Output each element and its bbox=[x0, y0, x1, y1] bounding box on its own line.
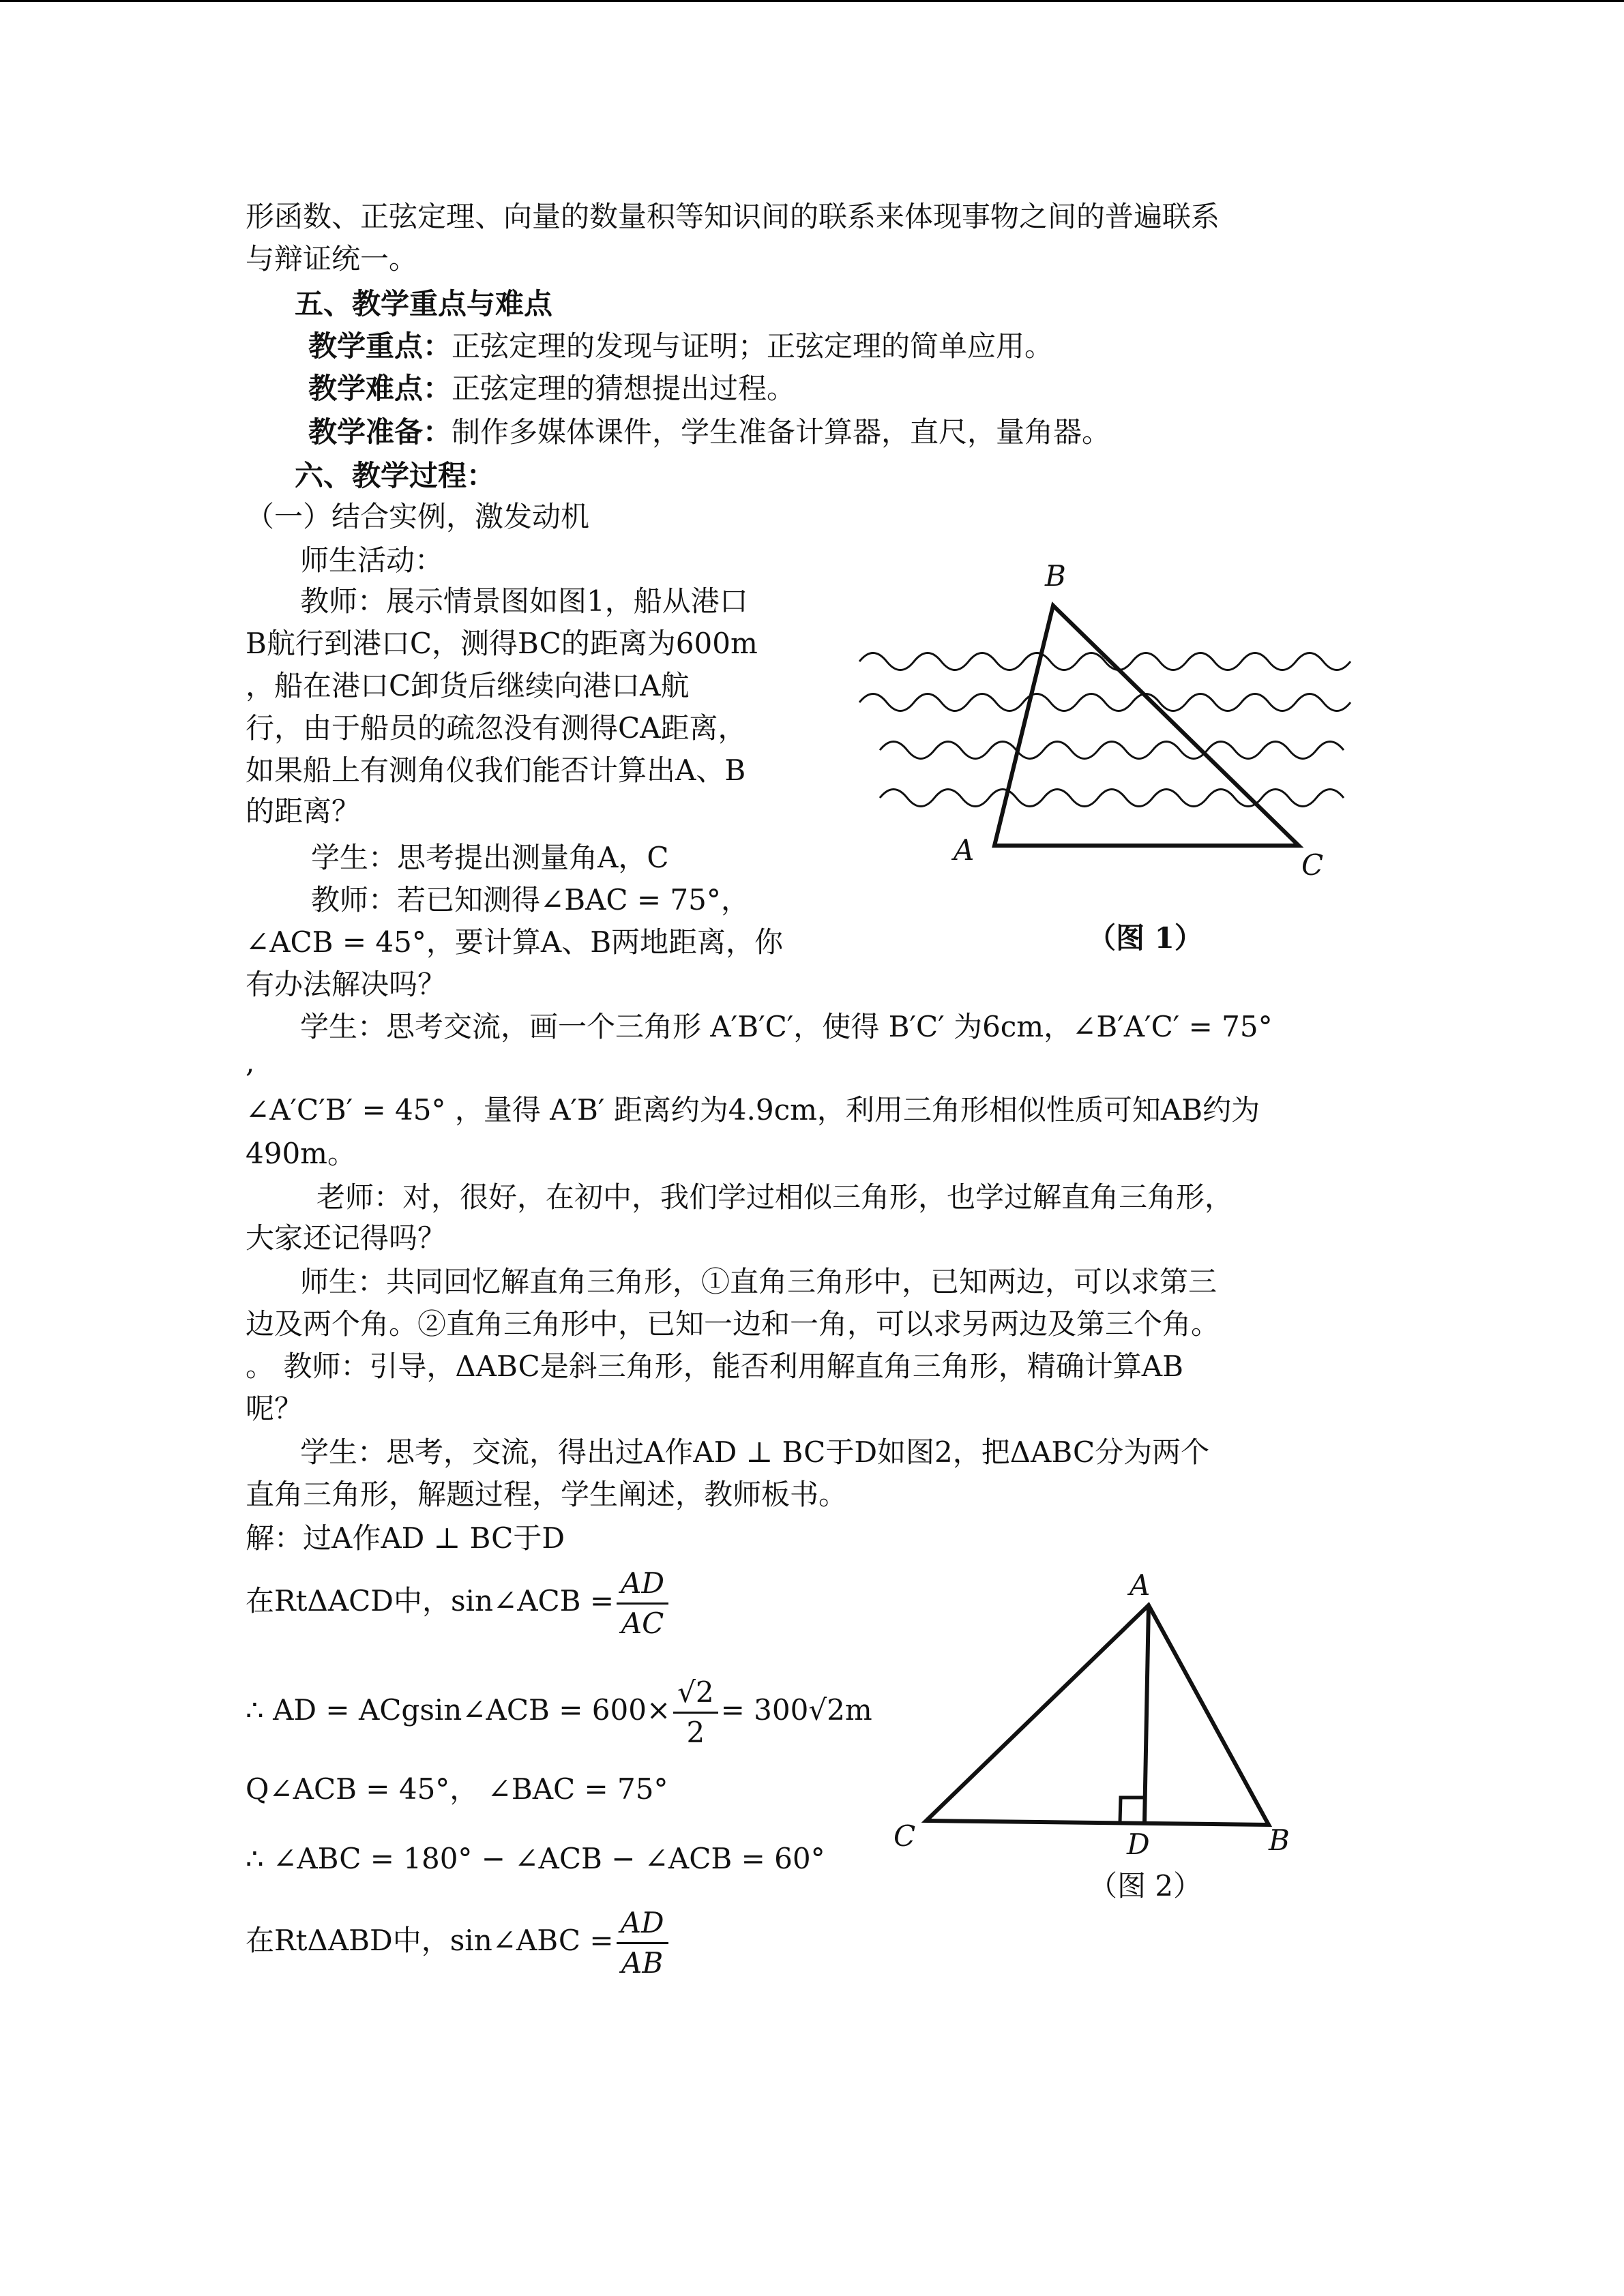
key-text: 正弦定理的发现与证明；正弦定理的简单应用。 bbox=[452, 329, 1054, 363]
solution-text: = 300√2m bbox=[720, 1693, 872, 1727]
water-waves bbox=[859, 653, 1350, 807]
section-heading: 六、教学过程： bbox=[295, 459, 496, 492]
right-angle-mark bbox=[1120, 1798, 1145, 1823]
solution-line bbox=[246, 1563, 671, 1643]
figure2-label-d: D bbox=[1127, 1828, 1150, 1861]
paragraph-line: B航行到港口C，测得BC的距离为600m bbox=[246, 627, 758, 660]
difficult-points-line bbox=[308, 368, 795, 409]
fraction-denominator: 2 bbox=[686, 1715, 705, 1749]
solution-line: 解：过A作AD ⊥ BC于D bbox=[246, 1521, 565, 1555]
altitude-ad bbox=[1145, 1605, 1149, 1823]
paragraph-line: 490m。 bbox=[246, 1137, 356, 1170]
paragraph-line: 教师：展示情景图如图1，船从港口 bbox=[300, 584, 748, 618]
key-label: 教学重点： bbox=[308, 329, 452, 363]
page-top-border bbox=[0, 0, 1624, 2]
paragraph-line: 老师：对，很好，在初中，我们学过相似三角形，也学过解直角三角形， bbox=[316, 1180, 1234, 1214]
solution-line bbox=[246, 1669, 872, 1752]
paragraph-line: 形函数、正弦定理、向量的数量积等知识间的联系来体现事物之间的普遍联系 bbox=[246, 200, 1220, 233]
figure2-label-c: C bbox=[894, 1819, 916, 1853]
solution-line bbox=[246, 1903, 671, 1982]
paragraph-line: 呢？ bbox=[246, 1392, 304, 1425]
paragraph-line: , bbox=[246, 1045, 255, 1079]
paragraph-line: 与辩证统一。 bbox=[246, 242, 418, 275]
fraction-numerator: √2 bbox=[673, 1673, 718, 1714]
solution-text: ∴ AD = ACgsin∠ACB = 600× bbox=[246, 1693, 671, 1727]
figure2-label-a: A bbox=[1130, 1568, 1151, 1602]
solution-text: 在RtΔACD中，sin∠ACB = bbox=[246, 1584, 615, 1617]
figure1-label-b: B bbox=[1045, 559, 1066, 593]
solution-text: 在RtΔABD中，sin∠ABC = bbox=[246, 1924, 614, 1957]
figure1-label-c: C bbox=[1301, 848, 1324, 882]
prep-line bbox=[308, 412, 1110, 453]
paragraph-line: 师生活动： bbox=[300, 543, 444, 577]
solution-line: ∴ ∠ABC = 180° − ∠ACB − ∠ACB = 60° bbox=[246, 1842, 825, 1875]
paragraph-line: 如果船上有测角仪我们能否计算出A、B bbox=[246, 754, 746, 787]
solution-line: Q∠ACB = 45°， ∠BAC = 75° bbox=[246, 1772, 668, 1806]
prep-label: 教学准备： bbox=[308, 415, 452, 449]
triangle-abc bbox=[994, 606, 1299, 846]
figure2-caption: （图 2） bbox=[1089, 1869, 1202, 1903]
difficult-text: 正弦定理的猜想提出过程。 bbox=[452, 372, 796, 405]
paragraph-line: 教师：若已知测得∠BAC = 75°， bbox=[311, 883, 750, 916]
figure1-label-a: A bbox=[954, 833, 975, 867]
paragraph-line: 学生：思考，交流，得出过A作AD ⊥ BC于D如图2，把ΔABC分为两个 bbox=[300, 1435, 1210, 1469]
paragraph-line: 学生：思考提出测量角A，C bbox=[311, 841, 669, 874]
fraction bbox=[617, 1904, 668, 1982]
fraction bbox=[673, 1673, 718, 1752]
paragraph-line: ∠A′C′B′ = 45° ，量得 A′B′ 距离约为4.9cm，利用三角形相似性质可知AB约为 bbox=[246, 1093, 1260, 1127]
paragraph-line: 师生：共同回忆解直角三角形，①直角三角形中，已知两边，可以求第三 bbox=[300, 1265, 1217, 1298]
paragraph-line: 。 教师：引导，ΔABC是斜三角形，能否利用解直角三角形，精确计算AB bbox=[246, 1350, 1183, 1383]
paragraph-line: 大家还记得吗？ bbox=[246, 1221, 447, 1255]
fraction-denominator: AB bbox=[621, 1945, 664, 1980]
prep-text: 制作多媒体课件，学生准备计算器，直尺，量角器。 bbox=[452, 415, 1111, 449]
paragraph-line: 边及两个角。②直角三角形中，已知一边和一角，可以求另两边及第三个角。 bbox=[246, 1307, 1220, 1341]
paragraph-line: ，船在港口C卸货后继续向港口A航 bbox=[246, 669, 690, 702]
fraction bbox=[617, 1564, 668, 1643]
figure2-label-b: B bbox=[1269, 1823, 1290, 1857]
fraction-denominator: AC bbox=[621, 1606, 664, 1640]
section-heading: 五、教学重点与难点 bbox=[295, 287, 553, 320]
key-points-line bbox=[308, 326, 1053, 367]
fraction-numerator: AD bbox=[617, 1904, 668, 1944]
fraction-numerator: AD bbox=[617, 1564, 668, 1605]
subsection-heading: （一）结合实例，激发动机 bbox=[246, 500, 590, 533]
difficult-label: 教学难点： bbox=[308, 372, 452, 405]
paragraph-line: ∠ACB = 45°，要计算A、B两地距离，你 bbox=[246, 925, 784, 959]
paragraph-line: 学生：思考交流，画一个三角形 A′B′C′，使得 B′C′ 为6cm，∠B′A′C′ = 75° bbox=[300, 1010, 1273, 1043]
paragraph-line: 有办法解决吗？ bbox=[246, 968, 447, 1001]
paragraph-line: 行，由于船员的疏忽没有测得CA距离， bbox=[246, 711, 747, 745]
paragraph-line: 的距离？ bbox=[246, 794, 361, 828]
figure1-caption: （图 1） bbox=[1087, 921, 1203, 955]
triangle-abc bbox=[926, 1605, 1269, 1825]
figure-2 bbox=[887, 1589, 1296, 1862]
paragraph-line: 直角三角形，解题过程，学生阐述，教师板书。 bbox=[246, 1478, 848, 1511]
